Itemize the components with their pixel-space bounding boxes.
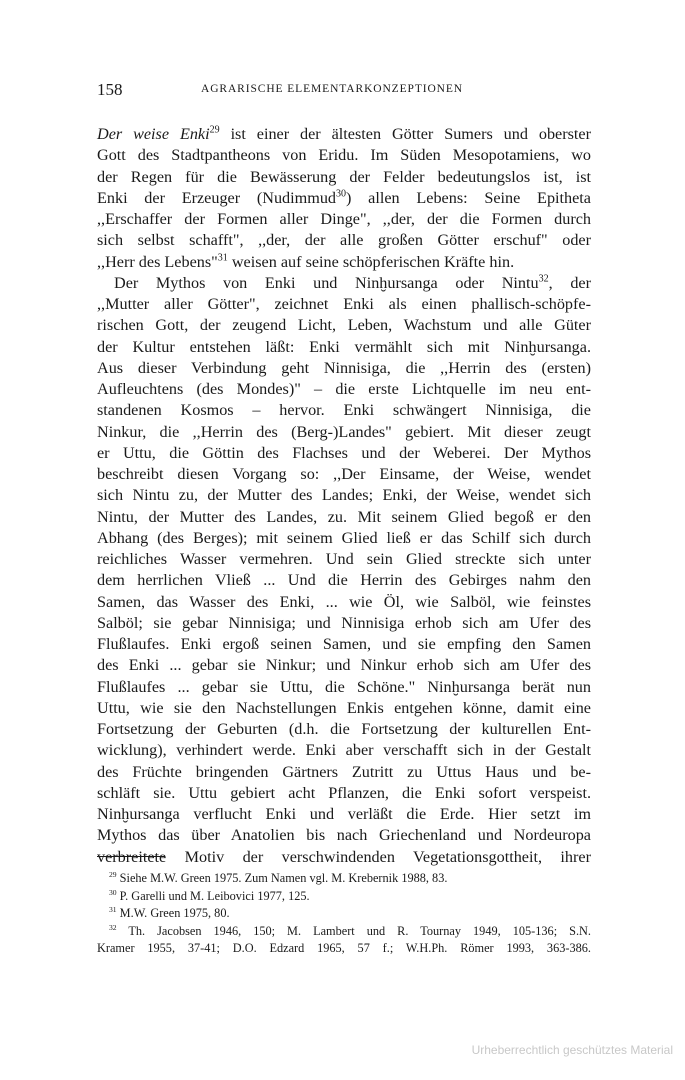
text-span: dem herrlichen Vließ ... Und die Herrin des Gebirges nahm den <box>97 571 591 590</box>
text-span: Flußlaufes ... gebar sie Uttu, die Schöne." Ninḫursanga berät nun <box>97 677 591 696</box>
italic-text: Der weise Enki <box>97 125 210 143</box>
text-span: reichliches Wasser vermehren. Und sein Glied streckte sich unter <box>97 550 591 568</box>
footnote-marker: 30 <box>109 887 117 897</box>
footnote-marker: 32 <box>109 922 117 932</box>
text-span: wicklung), verhindert werde. Enki aber verschafft sich in der Gestalt <box>97 741 591 760</box>
text-span: sich selbst schafft", ,,der, der alle großen Götter erschuf" oder <box>97 231 591 250</box>
text-line <box>97 655 591 676</box>
text-span: Enki der Erzeuger (Nudimmud <box>97 188 337 207</box>
text-line <box>97 464 591 485</box>
text-line <box>97 549 591 570</box>
text-line <box>97 762 591 783</box>
text-span: ,,Herr des Lebens" <box>97 252 218 271</box>
text-line <box>97 422 591 443</box>
text-span: Nintu, der Mutter des Landes, zu. Mit seinem Glied begoß er den <box>97 507 591 526</box>
text-span: Kramer 1955, 37-41; D.O. Edzard 1965, 57 f.; W.H.Ph. Römer 1993, 363-386. <box>97 941 591 955</box>
page-header <box>97 80 591 100</box>
text-span: P. Garelli und M. Leibovici 1977, 125. <box>116 888 310 903</box>
text-span: ,,Erschaffer der Formen aller Dinge", ,,der, der die Formen durch <box>97 210 591 228</box>
footnote-marker: 29 <box>209 124 220 136</box>
text-line <box>97 124 591 145</box>
text-span: Fortsetzung der Geburten (d.h. die Fortsetzung der kulturellen Ent- <box>97 720 591 738</box>
text-line <box>97 315 591 336</box>
text-line <box>97 613 591 634</box>
footnote-line <box>97 870 591 888</box>
text-span: des Enki ... gebar sie Ninkur; und Ninkur erhob sich am Ufer des <box>97 656 591 675</box>
text-line <box>97 294 591 315</box>
text-span: des Früchte bringenden Gärtners Zutritt zu Uttus Haus und be- <box>97 762 591 781</box>
text-span: Ninkur, die ,,Herrin des (Berg-)Landes" gebiert. Mit dieser zeugt <box>97 422 591 441</box>
text-span: Aus dieser Verbindung geht Ninnisiga, die ,,Herrin des (ersten) <box>97 358 591 377</box>
text-line <box>97 188 591 209</box>
text-span: der Regen für die Bewässerung der Felder bedeutungslos ist, ist <box>97 167 591 186</box>
text-span: der Kultur entstehen läßt: Enki vermählt sich mit Ninḫursanga. <box>97 337 591 356</box>
text-line <box>97 698 591 719</box>
footnote-marker: 31 <box>109 904 117 914</box>
text-line <box>97 400 591 421</box>
running-head: AGRARISCHE ELEMENTARKONZEPTIONEN <box>201 83 464 95</box>
text-span: Th. Jacobsen 1946, 150; M. Lambert und R. Tournay 1949, 105-136; S.N. <box>116 923 591 938</box>
footnote-marker: 32 <box>538 273 549 285</box>
text-span: standenen Kosmos – hervor. Enki schwängert Ninnisiga, die <box>97 401 591 420</box>
text-line <box>97 507 591 528</box>
footnote-marker: 30 <box>336 188 347 200</box>
footnote-line <box>97 888 591 906</box>
text-span: Salböl; sie gebar Ninnisiga; und Ninnisiga erhob sich am Ufer des <box>97 613 591 632</box>
footnote-line <box>97 905 591 923</box>
text-line <box>97 485 591 506</box>
text-span: sich Nintu zu, der Mutter des Landes; Enki, der Weise, wendet sich <box>97 486 591 505</box>
footnote-line <box>97 940 591 958</box>
text-line <box>97 379 591 400</box>
footnote-line <box>97 923 591 941</box>
text-line <box>97 719 591 740</box>
text-line <box>97 592 591 613</box>
text-span: Flußlaufes. Enki ergoß seinen Samen, und sie empfing den Samen <box>97 635 591 653</box>
text-span: weisen auf seine schöpferischen Kräfte hin. <box>227 252 515 271</box>
text-line <box>97 209 591 230</box>
text-span: Abhang (des Berges); mit seinem Glied ließ er das Schilf sich durch <box>97 528 591 547</box>
footnote-marker: 31 <box>217 252 228 264</box>
text-span: Ninḫursanga verflucht Enki und verläßt die Erde. Hier setzt im <box>97 805 591 823</box>
text-span: Siehe M.W. Green 1975. Zum Namen vgl. M. Krebernik 1988, 83. <box>116 871 448 885</box>
text-span: Der Mythos von Enki und Ninḫursanga oder Nintu <box>114 273 539 292</box>
page-number: 158 <box>97 80 123 99</box>
text-line <box>97 528 591 549</box>
body-text <box>97 124 591 868</box>
text-line <box>97 825 591 846</box>
text-line <box>97 230 591 251</box>
text-span: verbreitete Motiv der verschwindenden Vegetationsgottheit, ihrer <box>97 847 591 866</box>
text-span: ist einer der ältesten Götter Sumers und oberster <box>219 125 591 143</box>
text-span: ,,Mutter aller Götter", zeichnet Enki als einen phallisch-schöpfe- <box>97 295 591 313</box>
text-line <box>97 358 591 379</box>
footnote-divider <box>97 856 165 857</box>
text-span: rischen Gott, der zeugend Licht, Leben, Wachstum und alle Güter <box>97 316 591 335</box>
text-line <box>97 740 591 761</box>
text-span: Aufleuchtens (des Mondes)" – die erste Lichtquelle im neu ent- <box>97 380 591 398</box>
text-span: Uttu, wie sie den Nachstellungen Enkis entgehen könne, damit eine <box>97 698 591 717</box>
text-line <box>97 443 591 464</box>
text-span: Samen, das Wasser des Enki, ... wie Öl, wie Salböl, wie feinstes <box>97 592 591 611</box>
text-line <box>97 167 591 188</box>
text-span: Mythos das über Anatolien bis nach Griechenland und Nordeuropa <box>97 826 591 845</box>
text-span: ) allen Lebens: Seine Epitheta <box>346 188 591 207</box>
text-span: M.W. Green 1975, 80. <box>116 906 230 920</box>
text-span: , der <box>548 273 591 292</box>
text-span: Gott des Stadtpantheons von Eridu. Im Süden Mesopotamiens, wo <box>97 146 591 165</box>
text-span: schläft sie. Uttu gebiert acht Pflanzen, die Enki sofort verspeist. <box>97 783 591 802</box>
text-line <box>97 570 591 591</box>
text-line <box>97 847 591 868</box>
footnotes <box>97 870 591 958</box>
text-line <box>97 252 591 273</box>
text-line <box>97 273 591 294</box>
text-line <box>97 145 591 166</box>
text-line <box>97 337 591 358</box>
text-line <box>97 804 591 825</box>
text-line <box>97 783 591 804</box>
text-line <box>97 677 591 698</box>
footnote-marker: 29 <box>109 869 117 879</box>
text-span: er Uttu, die Göttin des Flachses und der Weberei. Der Mythos <box>97 443 591 462</box>
text-span: beschreibt diesen Vorgang so: ,,Der Einsame, der Weise, wendet <box>97 465 591 483</box>
text-line <box>97 634 591 655</box>
copyright-watermark: Urheberrechtlich geschütztes Material <box>471 1043 673 1057</box>
